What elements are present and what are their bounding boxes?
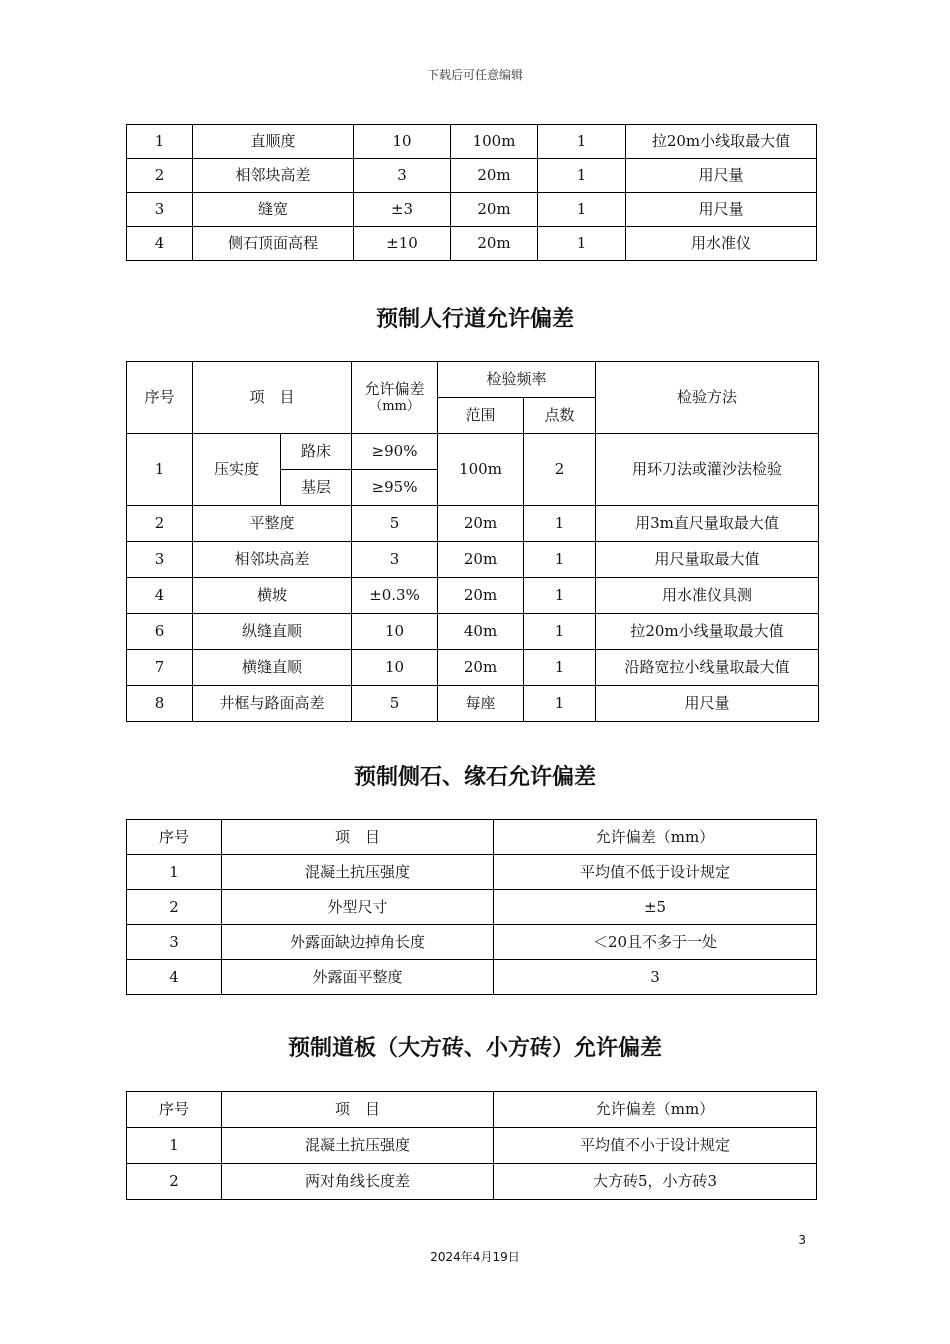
table-cell: 外型尺寸 — [222, 890, 494, 925]
table-cell: 3 — [354, 159, 451, 193]
table-cell: 4 — [127, 960, 222, 995]
table-cell: 20m — [438, 542, 524, 578]
table-row — [127, 650, 819, 686]
table-row — [127, 125, 817, 159]
table-row — [127, 542, 819, 578]
table-row — [127, 159, 817, 193]
table-cell: 大方砖5，小方砖3 — [494, 1164, 817, 1200]
table-cell: 3 — [127, 542, 193, 578]
table-cell: 拉20m小线取最大值 — [626, 125, 817, 159]
table-cell: ±5 — [494, 890, 817, 925]
table-cell: ±10 — [354, 227, 451, 261]
cell-no: 1 — [127, 434, 193, 506]
table-cell: 允许偏差（mm） — [494, 820, 817, 855]
cell-points: 2 — [524, 434, 596, 506]
section3-title: 预制侧石、缘石允许偏差 — [353, 765, 596, 790]
cell-subitem: 基层 — [281, 470, 352, 506]
table-cell: 1 — [524, 506, 596, 542]
section4-title: 预制道板（大方砖、小方砖）允许偏差 — [287, 1036, 662, 1061]
table-row — [127, 1164, 817, 1200]
table-cell: 1 — [524, 650, 596, 686]
table-cell: 混凝土抗压强度 — [222, 855, 494, 890]
table-cell: 100m — [451, 125, 538, 159]
table-cell: 相邻块高差 — [193, 542, 352, 578]
table-cell: 7 — [127, 650, 193, 686]
table-sidewalk-tolerance — [126, 361, 819, 722]
table-cell: 相邻块高差 — [193, 159, 354, 193]
table-cell: 2 — [127, 159, 193, 193]
table-cell: 5 — [352, 686, 438, 722]
table-cell: 两对角线长度差 — [222, 1164, 494, 1200]
table-curb-stone-tolerance — [126, 819, 817, 995]
table-row — [127, 614, 819, 650]
table-cell: 10 — [354, 125, 451, 159]
section2-title: 预制人行道允许偏差 — [375, 307, 574, 332]
table-cell: 1 — [538, 125, 626, 159]
table-cell: 1 — [127, 125, 193, 159]
table-cell: 序号 — [127, 820, 222, 855]
table-row — [127, 890, 817, 925]
table-row — [127, 686, 819, 722]
table-cell: 用尺量 — [626, 193, 817, 227]
table-cell: 1 — [538, 159, 626, 193]
header-frequency: 检验频率 — [438, 362, 596, 398]
table-cell: 1 — [127, 1128, 222, 1164]
table-cell: ＜20且不多于一处 — [494, 925, 817, 960]
table-cell: ±3 — [354, 193, 451, 227]
table-cell: 6 — [127, 614, 193, 650]
table-row — [127, 227, 817, 261]
table-cell: 项 目 — [222, 820, 494, 855]
table-row — [127, 1128, 817, 1164]
header-tolerance-unit: （mm） — [369, 398, 420, 414]
table-cell: 20m — [438, 506, 524, 542]
table-cell: 平均值不小于设计规定 — [494, 1128, 817, 1164]
header-points: 点数 — [524, 398, 596, 434]
table-cell: 20m — [438, 650, 524, 686]
table-cell: ±0.3% — [352, 578, 438, 614]
table-cell: 3 — [127, 193, 193, 227]
table-cell: 20m — [451, 159, 538, 193]
table-cell: 1 — [538, 227, 626, 261]
table-cell: 4 — [127, 578, 193, 614]
table-cell: 4 — [127, 227, 193, 261]
table-cell: 1 — [538, 193, 626, 227]
table-row — [127, 960, 817, 995]
table-cell: 5 — [352, 506, 438, 542]
table-cell: 横缝直顺 — [193, 650, 352, 686]
table-cell: 20m — [451, 193, 538, 227]
table-cell: 横坡 — [193, 578, 352, 614]
table-header-row — [127, 820, 817, 855]
table-cell: 缝宽 — [193, 193, 354, 227]
table-cell: 直顺度 — [193, 125, 354, 159]
footer-date: 2024年4月19日 — [430, 1250, 520, 1264]
page-number: 3 — [798, 1233, 806, 1247]
header-range: 范围 — [438, 398, 524, 434]
table-cell: 3 — [352, 542, 438, 578]
table-cell: 侧石顶面高程 — [193, 227, 354, 261]
table-side-stone-top — [126, 124, 817, 261]
header-item: 项 目 — [193, 362, 352, 434]
table-cell: 沿路宽拉小线量取最大值 — [596, 650, 819, 686]
table-cell: 纵缝直顺 — [193, 614, 352, 650]
table-row — [127, 578, 819, 614]
table-cell: 用尺量取最大值 — [596, 542, 819, 578]
table-cell: 外露面平整度 — [222, 960, 494, 995]
table-cell: 平均值不低于设计规定 — [494, 855, 817, 890]
table-row — [127, 855, 817, 890]
cell-range: 100m — [438, 434, 524, 506]
table-cell: 10 — [352, 614, 438, 650]
table-cell: 拉20m小线量取最大值 — [596, 614, 819, 650]
table-paving-slab-tolerance — [126, 1091, 817, 1200]
table-cell: 允许偏差（mm） — [494, 1092, 817, 1128]
table-cell: 序号 — [127, 1092, 222, 1128]
table-cell: 混凝土抗压强度 — [222, 1128, 494, 1164]
table-cell: 用水准仪 — [626, 227, 817, 261]
table-cell: 每座 — [438, 686, 524, 722]
table-cell: 20m — [438, 578, 524, 614]
cell-item: 压实度 — [193, 434, 281, 506]
table-row — [127, 193, 817, 227]
table-header-row — [127, 1092, 817, 1128]
table-cell: 用3m直尺量取最大值 — [596, 506, 819, 542]
table-cell: 1 — [524, 686, 596, 722]
table-cell: 40m — [438, 614, 524, 650]
table-cell: 井框与路面高差 — [193, 686, 352, 722]
header-tolerance — [352, 362, 438, 434]
table-cell: 2 — [127, 890, 222, 925]
table-cell: 用尺量 — [596, 686, 819, 722]
table-cell: 1 — [524, 578, 596, 614]
table-cell: 平整度 — [193, 506, 352, 542]
table-cell: 20m — [451, 227, 538, 261]
table-cell: 项 目 — [222, 1092, 494, 1128]
table-row — [127, 925, 817, 960]
table-cell: 外露面缺边掉角长度 — [222, 925, 494, 960]
table-cell: 1 — [524, 542, 596, 578]
table-cell: 用尺量 — [626, 159, 817, 193]
table-cell: 2 — [127, 1164, 222, 1200]
cell-tolerance: ≥90% — [352, 434, 438, 470]
table-cell: 8 — [127, 686, 193, 722]
header-no: 序号 — [127, 362, 193, 434]
header-method: 检验方法 — [596, 362, 819, 434]
table-cell: 3 — [494, 960, 817, 995]
table-cell: 1 — [127, 855, 222, 890]
table-cell: 用水准仪具测 — [596, 578, 819, 614]
header-tolerance-label: 允许偏差 — [364, 380, 425, 398]
table-row — [127, 506, 819, 542]
table-cell: 10 — [352, 650, 438, 686]
table-cell: 1 — [524, 614, 596, 650]
table-cell: 2 — [127, 506, 193, 542]
cell-method: 用环刀法或灌沙法检验 — [596, 434, 819, 506]
table-cell: 3 — [127, 925, 222, 960]
cell-subitem: 路床 — [281, 434, 352, 470]
page-header: 下载后可任意编辑 — [426, 68, 523, 82]
cell-tolerance: ≥95% — [352, 470, 438, 506]
